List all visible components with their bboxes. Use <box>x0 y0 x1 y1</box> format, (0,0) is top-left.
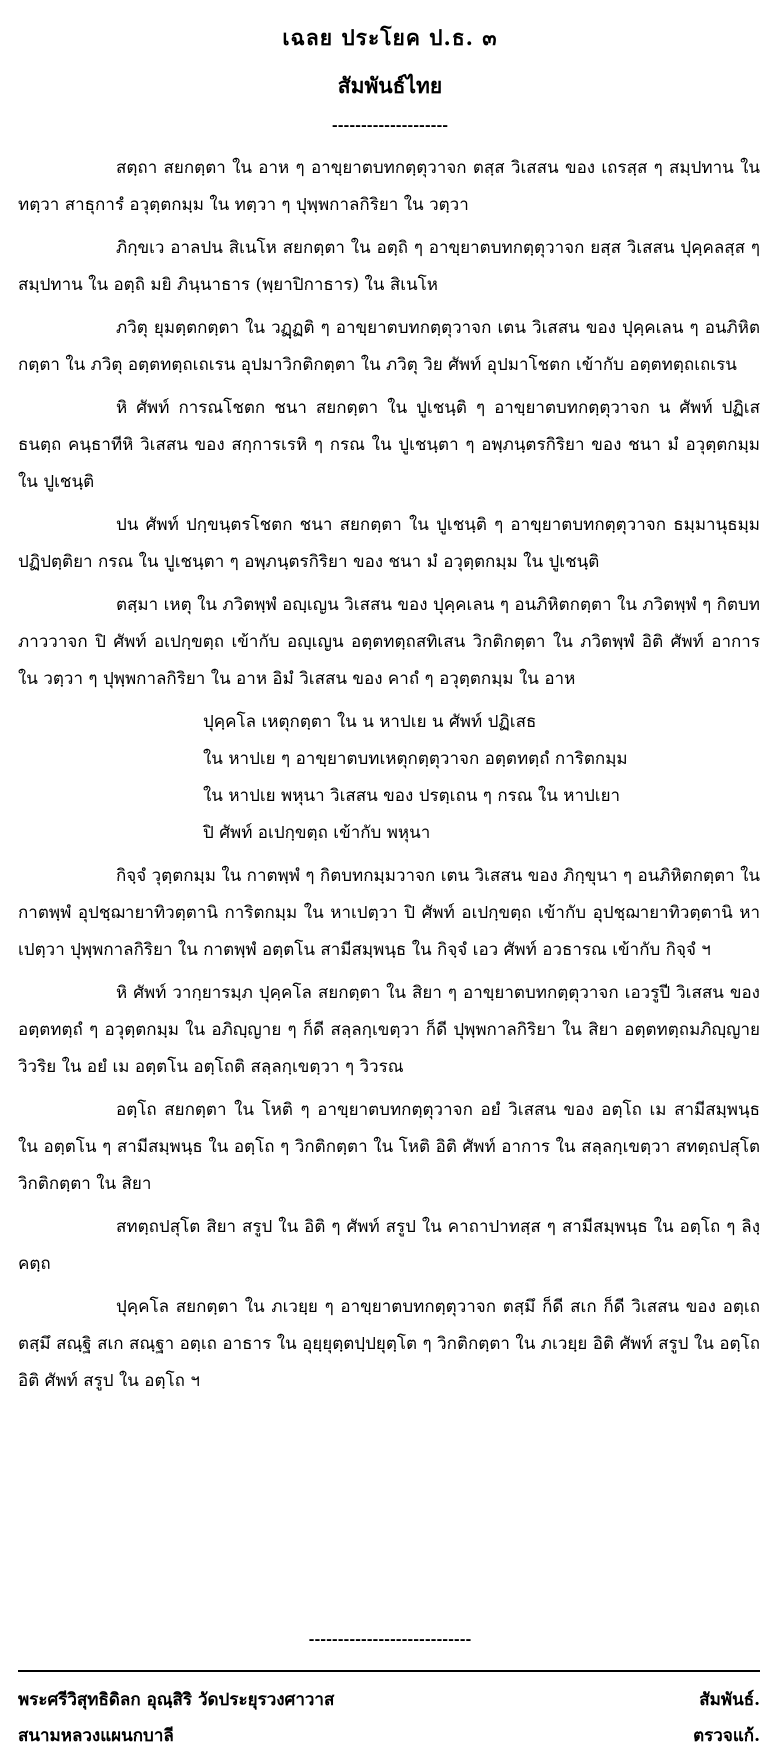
paragraph: ตสฺมา เหตุ ใน ภวิตพฺพํ อญฺเญน วิเสสน ของ ปุคฺคเลน ๆ อนภิหิตกตฺตา ใน ภวิตพฺพํ ๆ กิตบทภาววาจก ปิ ศัพท์ อเปกฺขตฺถ เข้ากับ อญฺเญน อตฺตทตฺถสทิเสน วิกติกตฺตา ใน ภวิตพฺพํ อิติ ศัพท์ อาการ ใน วตฺวา ๆ ปุพฺพกาลกิริยา ใน อาห อิมํ วิเสสน ของ คาถํ ๆ อวุตฺตกมฺม ใน อาห <box>18 595 760 689</box>
paragraph: หิ ศัพท์ การณโชตก ชนา สยกตฺตา ใน ปูเชนฺติ ๆ อาขฺยาตบทกตฺตุวาจก น ศัพท์ ปฏิเสธนตฺถ คนฺธาทีหิ วิเสสน ของ สกฺการเรหิ ๆ กรณ ใน ปูเชนฺตา ๆ อพฺภนฺตรกิริยา ของ ชนา มํ อวุตฺตกมฺม ใน ปูเชนฺติ <box>18 398 760 492</box>
verse-block <box>18 704 760 852</box>
paragraph: สทตฺถปสุโต สิยา สรูป ใน อิติ ๆ ศัพท์ สรูป ใน คาถาปาทสฺส ๆ สามีสมฺพนฺธ ใน อตฺโถ ๆ ลิงฺคตฺถ <box>18 1217 760 1274</box>
footer-line-1 <box>18 1686 760 1713</box>
page-title: เฉลย ประโยค ป.ธ. ๓ <box>282 25 498 50</box>
footer-rule <box>18 1670 760 1672</box>
footer-author: พระศรีวิสุทธิดิลก อุณฺสิริ วัดประยุรวงศาวาส <box>18 1690 335 1710</box>
footer-role-2: ตรวจแก้. <box>693 1726 760 1746</box>
paragraph: หิ ศัพท์ วากฺยารมฺภ ปุคฺคโล สยกตฺตา ใน สิยา ๆ อาขฺยาตบทกตฺตุวาจก เอวรูปี วิเสสน ของ อตฺตทตฺถํ ๆ อวุตฺตกมฺม ใน อภิญฺญาย ๆ ก็ดี สลฺลกฺเขตฺวา ก็ดี ปุพฺพกาลกิริยา ใน สิยา อตฺตทตฺถมภิญฺญาย วิวริย ใน อยํ เม อตฺตโน อตฺโถติ สลฺลกฺเขตฺวา ๆ วิวรณ <box>18 983 760 1077</box>
paragraph: ภวิตุ ยุมตฺตกตฺตา ใน วฏฺฏติ ๆ อาขฺยาตบทกตฺตุวาจก เตน วิเสสน ของ ปุคฺคเลน ๆ อนภิหิตกตฺตา ใน ภวิตุ อตฺตทตฺถเถเรน อุปมาวิกติกตฺตา ใน ภวิตุ วิย ศัพท์ อุปมาโชตก เข้ากับ อตฺตทตฺถเถเรน <box>18 318 760 375</box>
footer-role-1: สัมพันธ์. <box>699 1690 760 1710</box>
footer-office: สนามหลวงแผนกบาลี <box>18 1726 174 1746</box>
verse-line: ใน หาปเย พหุนา วิเสสน ของ ปรตฺเถน ๆ กรณ ใน หาปเยา <box>203 786 621 806</box>
paragraph: ปน ศัพท์ ปกฺขนฺตรโชตก ชนา สยกตฺตา ใน ปูเชนฺติ ๆ อาขฺยาตบทกตฺตุวาจก ธมฺมานุธมฺมปฏิปตฺติยา กรณ ใน ปูเชนฺตา ๆ อพฺภนฺตรกิริยา ของ ชนา มํ อวุตฺตกมฺม ใน ปูเชนฺติ <box>18 515 760 572</box>
header-separator: -------------------- <box>331 118 449 134</box>
verse-line: ปุคฺคโล เหตุกตฺตา ใน น หาปเย น ศัพท์ ปฏิเสธ <box>203 712 537 732</box>
footer-line-2 <box>18 1722 760 1749</box>
paragraph: กิจฺจํ วุตฺตกมฺม ใน กาตพฺพํ ๆ กิตบทกมฺมวาจก เตน วิเสสน ของ ภิกฺขุนา ๆ อนภิหิตกตฺตา ใน กาตพฺพํ อุปชฺฌายาทิวตฺตานิ การิตกมฺม ใน หาเปตฺวา ปิ ศัพท์ อเปกฺขตฺถ เข้ากับ อุปชฺฌายาทิวตฺตานิ หาเปตฺวา ปุพฺพกาลกิริยา ใน กาตพฺพํ อตฺตโน สามีสมฺพนฺธ ใน กิจฺจํ เอว ศัพท์ อวธารณ เข้ากับ กิจฺจํ ฯ <box>18 866 760 960</box>
verse-line: ใน หาปเย ๆ อาขฺยาตบทเหตุกตฺตุวาจก อตฺตทตฺถํ การิตกมฺม <box>203 749 628 769</box>
paragraph: อตฺโถ สยกตฺตา ใน โหติ ๆ อาขฺยาตบทกตฺตุวาจก อยํ วิเสสน ของ อตฺโถ เม สามีสมฺพนฺธ ใน อตฺตโน ๆ สามีสมฺพนฺธ ใน อตฺโถ ๆ วิกติกตฺตา ใน โหติ อิติ ศัพท์ อาการ ใน สลฺลกฺเขตฺวา สทตฺถปสุโต วิกติกตฺตา ใน สิยา <box>18 1100 760 1194</box>
verse-line: ปิ ศัพท์ อเปกฺขตฺถ เข้ากับ พหุนา <box>203 823 431 843</box>
paragraph: ภิกฺขเว อาลปน สิเนโห สยกตฺตา ใน อตฺถิ ๆ อาขฺยาตบทกตฺตุวาจก ยสฺส วิเสสน ปุคฺคลสฺส ๆ สมฺปทาน ใน อตฺถิ มยิ ภินฺนาธาร (พฺยาปิกาธาร) ใน สิเนโห <box>18 238 760 295</box>
page-subtitle: สัมพันธ์ไทย <box>337 73 443 98</box>
paragraph: สตฺถา สยกตฺตา ใน อาห ๆ อาขฺยาตบทกตฺตุวาจก ตสฺส วิเสสน ของ เถรสฺส ๆ สมฺปทาน ใน ทตฺวา สาธุการํ อวุตฺตกมฺม ใน ทตฺวา ๆ ปุพฺพกาลกิริยา ใน วตฺวา <box>18 158 760 215</box>
document-body <box>18 150 760 1406</box>
paragraph: ปุคฺคโล สยกตฺตา ใน ภเวยฺย ๆ อาขฺยาตบทกตฺตุวาจก ตสฺมึ ก็ดี สเก ก็ดี วิเสสน ของ อตฺเถ ตสฺมึ สณฺฐิ สเก สณฺฐา อตฺเถ อาธาร ใน อุยฺยุตฺตปฺปยุตฺโต ๆ วิกติกตฺตา ใน ภเวยฺย อิติ ศัพท์ สรูป ใน อตฺโถ อิติ ศัพท์ สรูป ใน อตฺโถ ฯ <box>18 1297 760 1391</box>
end-separator: ---------------------------- <box>308 1632 472 1648</box>
